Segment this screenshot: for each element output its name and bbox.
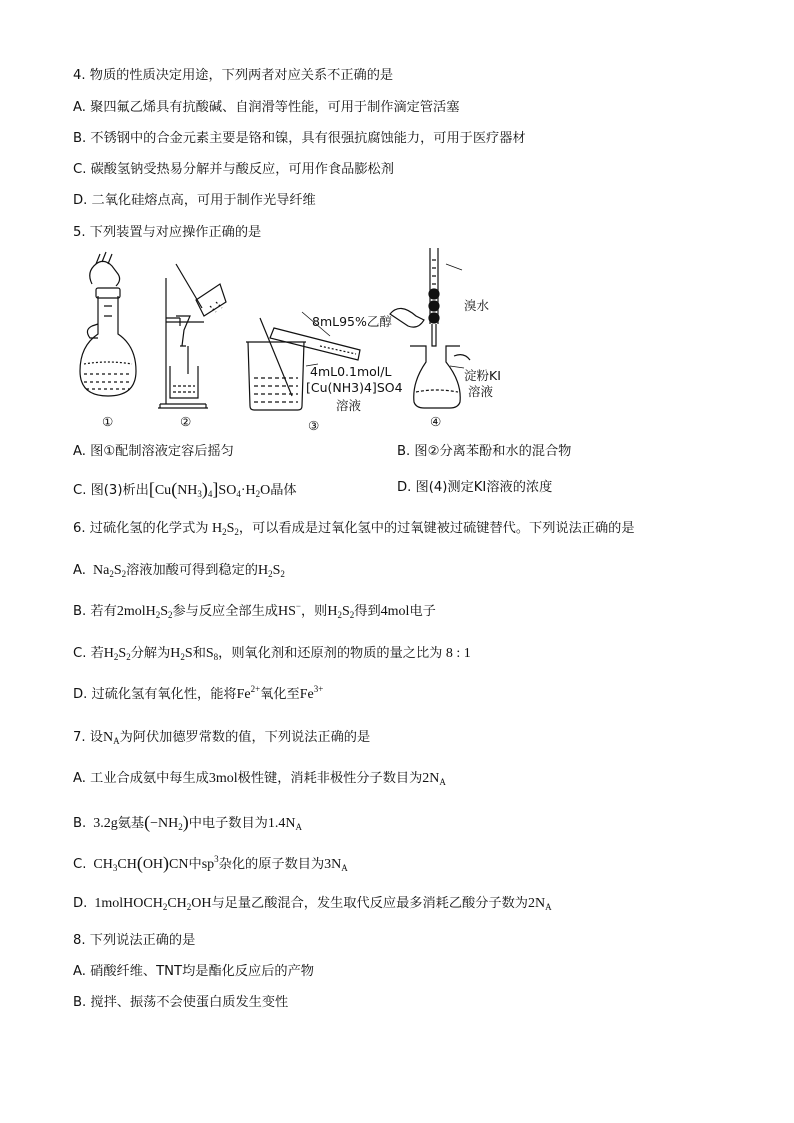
bromine-water-label: 溴水 bbox=[464, 298, 490, 313]
q6-option-a-text: 溶液加酸可得到稳定的 bbox=[126, 563, 258, 578]
q4-option-a: A. 聚四氟乙烯具有抗酸碱、自润滑等性能，可用于制作滴定管活塞 bbox=[73, 100, 460, 115]
q7-option-a-text: 极性键，消耗非极性分子数目为 bbox=[237, 771, 423, 786]
volumetric-flask-icon bbox=[80, 252, 136, 396]
q6-option-a-prefix: A. bbox=[73, 563, 86, 578]
q7-option-c-prefix: C. bbox=[73, 857, 87, 872]
q5-option-d: D. 图(4)测定KI溶液的浓度 bbox=[397, 480, 553, 495]
q7-option-b-text: 氨基 bbox=[117, 816, 145, 831]
q6-option-b-prefix: B. 若有 bbox=[73, 604, 117, 619]
starch-ki-label-line2: 溶液 bbox=[468, 384, 494, 399]
q6-option-b-text: 参与反应全部生成 bbox=[172, 604, 278, 619]
q7-stem-suffix: 为阿伏加德罗常数的值，下列说法正确的是 bbox=[119, 730, 371, 745]
q8-stem: 8. 下列说法正确的是 bbox=[73, 933, 196, 948]
q7-option-d-text: 与足量乙酸混合，发生取代反应最多消耗乙酸分子数为 bbox=[211, 896, 528, 911]
q4-option-c: C. 碳酸氢钠受热易分解并与酸反应，可用作食品膨松剂 bbox=[73, 162, 394, 177]
solution-label-line2: [Cu(NH3)4]SO4 bbox=[306, 380, 403, 395]
q5-option-c-suffix: 晶体 bbox=[270, 483, 297, 498]
q6-option-b-suffix: 电子 bbox=[409, 604, 436, 619]
figure-number-2: ② bbox=[180, 414, 192, 429]
q6-stem-prefix: 6. 过硫化氢的化学式为 bbox=[73, 521, 209, 536]
q6-option-c: C. 若$H_2S_2$分解为$H_2S$和$S_8$，则氧化剂和还原剂的物质的量之比为 8 : 1 bbox=[73, 646, 471, 662]
q6-option-c-text: 分解为 bbox=[130, 646, 171, 661]
q6-option-d: D. 过硫化氢有氧化性，能将$Fe^{2+}$氧化至$Fe^{3+}$ bbox=[73, 684, 324, 702]
q5-option-b: B. 图②分离苯酚和水的混合物 bbox=[397, 444, 572, 459]
q7-option-a-prefix: A. 工业合成氨中每生成 bbox=[73, 771, 209, 786]
apparatus-figure bbox=[70, 246, 530, 434]
starch-ki-label-line1: 淀粉KI bbox=[464, 368, 501, 383]
q6-option-b: B. 若有$2molH_2S_2$参与反应全部生成HS−，则$H_2S_2$得到4mol电子 bbox=[73, 601, 436, 620]
q6-option-c-prefix: C. 若 bbox=[73, 646, 104, 661]
filtration-setup-icon bbox=[158, 264, 226, 408]
q6-stem: 6. 过硫化氢的化学式为 $H_2S_2$，可以看成是过氧化氢中的过氧键被过硫键替代。下列说法正确的是 bbox=[73, 521, 635, 537]
q7-option-d-prefix: D. bbox=[73, 896, 88, 911]
q4-option-d: D. 二氧化硅熔点高，可用于制作光导纤维 bbox=[73, 193, 316, 208]
q7-option-d: D. $1molHOCH_2CH_2OH$与足量乙酸混合，发生取代反应最多消耗乙酸分子数为$2N_A$ bbox=[73, 896, 552, 912]
q6-option-b-text2: ，则 bbox=[300, 604, 328, 619]
q7-option-b: B. 3.2g氨基$(-NH_2)$中电子数目为$1.4N_A$ bbox=[73, 812, 302, 832]
solution-label-line1: 4mL0.1mol/L bbox=[310, 364, 392, 379]
q7-option-b-text2: 中电子数目为 bbox=[188, 816, 268, 831]
q6-option-d-text: 氧化至 bbox=[260, 687, 300, 702]
q6-option-d-prefix: D. 过硫化氢有氧化性，能将 bbox=[73, 687, 237, 702]
q4-option-b: B. 不锈钢中的合金元素主要是铬和镍，具有很强抗腐蚀能力，可用于医疗器材 bbox=[73, 131, 526, 146]
q6-option-c-and: 和 bbox=[192, 646, 206, 661]
q8-option-a: A. 硝酸纤维、TNT均是酯化反应后的产物 bbox=[73, 964, 314, 979]
q5-option-a: A. 图①配制溶液定容后摇匀 bbox=[73, 444, 234, 459]
q7-stem: 7. 设$N_A$为阿伏加德罗常数的值，下列说法正确的是 bbox=[73, 730, 371, 746]
solution-label-line3: 溶液 bbox=[336, 398, 362, 413]
q6-option-a: A. $Na_2S_2$溶液加酸可得到稳定的$H_2S_2$ bbox=[73, 563, 285, 579]
q6-option-c-suffix: ，则氧化剂和还原剂的物质的量之比为 bbox=[218, 646, 443, 661]
figure-number-1: ① bbox=[102, 414, 114, 429]
q5-option-c: C. 图(3)析出$[Cu(NH_3)_4]SO_4\cdot H_2O$晶体 bbox=[73, 479, 297, 499]
q4-stem: 4. 物质的性质决定用途，下列两者对应关系不正确的是 bbox=[73, 68, 394, 83]
q7-option-c-text2: 杂化的原子数目为 bbox=[218, 857, 325, 872]
q8-option-b: B. 搅拌、振荡不会使蛋白质发生变性 bbox=[73, 995, 289, 1010]
q7-stem-prefix: 7. 设 bbox=[73, 730, 103, 745]
q7-option-b-prefix: B. bbox=[73, 816, 87, 831]
q6-option-b-text3: 得到 bbox=[354, 604, 381, 619]
q5-option-c-prefix: C. 图(3)析出 bbox=[73, 483, 149, 498]
figure-number-3: ③ bbox=[308, 418, 320, 433]
q5-stem: 5. 下列装置与对应操作正确的是 bbox=[73, 225, 262, 240]
ethanol-label: 8mL95%乙醇 bbox=[312, 314, 392, 329]
figure-number-4: ④ bbox=[430, 414, 442, 429]
q6-stem-suffix: ，可以看成是过氧化氢中的过氧键被过硫键替代。下列说法正确的是 bbox=[238, 521, 635, 536]
q7-option-c: C. $CH_3CH(OH)CN$中$sp^3$杂化的原子数目为$3N_A$ bbox=[73, 853, 348, 873]
q7-option-c-text: 中 bbox=[188, 857, 202, 872]
apparatus-drawing bbox=[70, 246, 530, 434]
q7-option-a: A. 工业合成氨中每生成3mol极性键，消耗非极性分子数目为$2N_A$ bbox=[73, 771, 446, 787]
